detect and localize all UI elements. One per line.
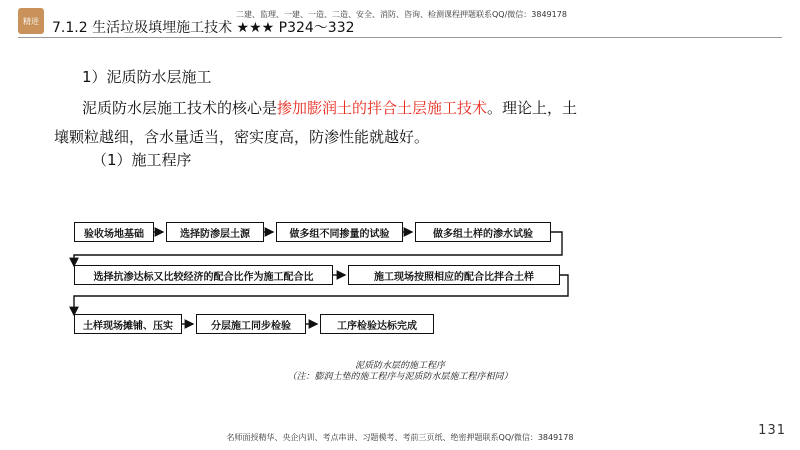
subheading: （1）施工程序 — [92, 151, 192, 169]
flow-step-3: 做多组不同掺量的试验 — [276, 222, 403, 242]
flowchart-note: （注：膨润土垫的施工程序与泥质防水层施工程序相同） — [287, 372, 513, 382]
para-text: 泥质防水层施工技术的核心是 — [82, 99, 278, 117]
page-number: 131 — [758, 423, 786, 438]
flow-step-4: 做多组土样的渗水试验 — [415, 222, 551, 242]
flowchart-caption: 泥质防水层的施工程序 — [354, 361, 445, 371]
section-title: 7.1.2 生活垃圾填埋施工技术 ★★★ P324～332 — [52, 20, 355, 36]
para-line: 壤颗粒越细，含水量适当，密实度高，防渗性能就越好。 — [54, 128, 430, 146]
flow-step-5: 选择抗渗达标又比较经济的配合比作为施工配合比 — [74, 265, 333, 285]
flow-step-8: 分层施工同步检验 — [196, 314, 306, 334]
flow-step-7: 土样现场摊铺、压实 — [74, 314, 182, 334]
footer-contact-note: 名师面授精华、央企内训、考点串讲、习题模考、考前三页纸、绝密押题联系QQ/微信：3849178 — [226, 433, 574, 442]
section-heading: 1）泥质防水层施工 — [82, 68, 212, 86]
flow-step-2: 选择防渗层土源 — [166, 222, 264, 242]
highlight-text: 掺加膨润土的拌合土层施工技术 — [277, 99, 488, 117]
flow-step-9: 工序检验达标完成 — [320, 314, 434, 334]
flow-step-1: 验收场地基础 — [74, 222, 154, 242]
para-text: 。理论上，土 — [487, 99, 578, 117]
top-contact-note: 二建、监理、一建、一造、二造、安全、消防、咨询、检测课程押题联系QQ/微信：3849178 — [236, 10, 567, 19]
brand-logo: 精进 — [18, 8, 44, 34]
flow-step-6: 施工现场按照相应的配合比拌合土样 — [348, 265, 560, 285]
